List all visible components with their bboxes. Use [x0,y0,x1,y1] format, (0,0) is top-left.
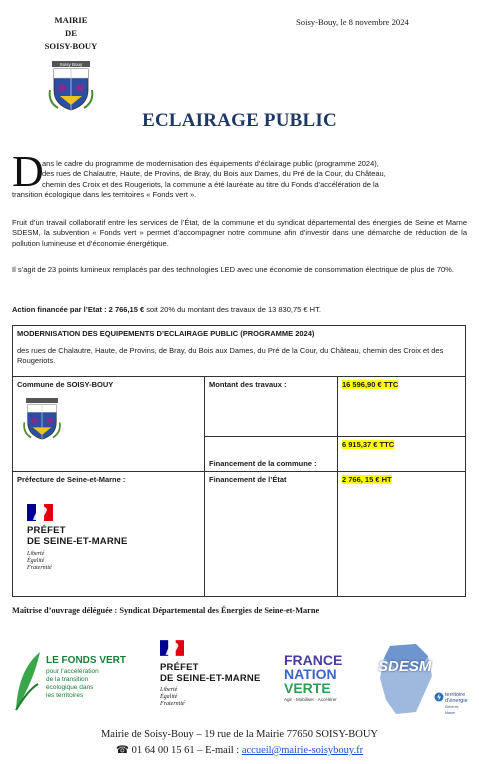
fonds-vert-title: LE FONDS VERT [46,655,127,666]
fin-etat-cell [338,472,466,597]
montant-label: Montant des travaux : [205,377,338,437]
mairie-heading [38,14,104,53]
montant-cell [338,377,466,437]
fonds-vert-leaf-icon [14,650,42,712]
prefet-logo [27,504,200,572]
soisy-bouy-crest-small-icon [21,397,63,441]
fonds-vert-line: écologique dans [46,684,94,691]
paragraph-line: des rues de Chalautre, Haute, de Provins, de Bray, du Bois aux Dames, du Pré de la Cour, du Château, [42,169,386,179]
paragraph-line: chemin des Croix et des Rougeriots, la commune a été lauréate au titre du Fonds d’accélération de la [42,179,379,189]
prefet-line: PRÉFET [160,662,199,673]
intro-paragraph [12,159,467,201]
fonds-vert-line: de la transition [46,676,89,683]
devise-line: Fraternité [27,565,52,571]
drop-cap: D [12,147,44,196]
devise-line: Liberté [27,551,45,557]
fnv-line: VERTE [284,680,331,696]
footer-address: Mairie de Soisy-Bouy – 19 rue de la Mairie 77650 SOISY-BOUY [100,729,379,740]
fin-commune-cell [338,436,466,471]
france-nation-verte-logo [284,653,364,711]
fnv-tagline: Agir · Mobiliser · Accélérer [284,697,337,702]
email-link[interactable]: accueil@mairie-soisybouy.fr [241,745,364,756]
paragraph-line: transition écologique dans les territoires « Fonds vert ». [12,190,197,200]
collaboration-paragraph: Fruit d’un travail collaboratif entre les services de l’État, de la commune et du syndicat départemental des énergies de Seine et Marne SDESM, la subvention « Fonds vert » permet d’accompagner notre commune afin d’investir dans une démarche de réduction de la pollution lumineuse et d’économie énergétique. [12,218,467,248]
phone-icon: ☎ [115,745,129,756]
marianne-icon [160,640,184,656]
footer-phone: 01 64 00 15 61 – E-mail : [131,745,242,756]
fin-etat-value: 2 766, 15 € HT [342,475,392,484]
seine-et-marne-map-icon [376,642,436,716]
sdesm-logo [376,640,468,720]
mairie-line: SOISY-BOUY [44,41,98,51]
prefet-logo-footer [160,640,270,718]
fin-etat-label: Financement de l’État [205,472,338,597]
devise-line: Liberté [160,687,178,693]
table-header-cell [13,326,466,377]
page-title: ECLAIRAGE PUBLIC [142,110,337,131]
led-paragraph: Il s’agit de 23 points lumineux remplacés par des technologies LED avec une économie de consommation électrique de plus de 70%. [12,265,454,274]
crest-label: Soisy Bouy [59,62,83,67]
mairie-line: MAIRIE [54,15,88,25]
prefet-line: DE SEINE-ET-MARNE [160,673,261,684]
fonds-vert-line: pour l’accélération [46,668,99,675]
sdesm-title: SDESM [378,658,432,675]
soisy-bouy-crest-icon [46,60,96,112]
document-date: Soisy-Bouy, le 8 novembre 2024 [296,17,409,27]
marianne-icon [27,504,53,521]
prefecture-label: Préfecture de Seine-et-Marne : [17,475,126,484]
commune-label: Commune de SOISY-BOUY [17,380,114,389]
prefecture-cell [13,472,205,597]
devise-line: Égalité [160,694,178,700]
table-heading: MODERNISATION DES EQUIPEMENTS D’ECLAIRAGE PUBLIC (PROGRAMME 2024) [17,329,315,338]
fnv-line: NATION [284,666,337,682]
montant-value: 16 596,90 € TTC [342,380,399,389]
commune-cell [13,377,205,472]
funding-paragraph [12,305,467,315]
funding-rest: soit 20% du montant des travaux de 13 830,75 € HT. [144,305,321,314]
fonds-vert-logo [14,650,144,712]
funding-bold: Action financée par l’Etat : 2 766,15 € [12,305,145,314]
prefet-line: DE SEINE-ET-MARNE [27,536,128,547]
fonds-vert-line: les territoires [46,692,84,699]
mairie-line: DE [65,28,77,38]
fin-commune-value: 6 915,37 € TTC [342,439,395,449]
maitrise-ouvrage: Maîtrise d’ouvrage déléguée : Syndicat Départemental des Énergies de Seine-et-Marne [12,606,320,615]
sdesm-tag-line: territoire [445,692,466,698]
lightning-icon [434,692,444,702]
table-streets: des rues de Chalautre, Haute, de Provins, de Bray, du Bois aux Dames, du Pré de la Cour, du Château, chemin des Croix et des Rougeriots. [17,346,444,366]
devise-line: Fraternité [160,701,185,707]
sdesm-tag-line: d’énergie [445,698,468,704]
prefet-line: PRÉFET [27,525,66,536]
sdesm-tag-line: Seine-et-Marne [445,705,460,715]
footer-contact [0,744,479,756]
devise-line: Égalité [27,558,45,564]
paragraph-line: ans le cadre du programme de modernisation des équipements d’éclairage public (programme 2024), [42,159,379,168]
fin-commune-label: Financement de la commune : [205,436,338,471]
fnv-line: FRANCE [284,652,343,668]
funding-table [12,325,466,597]
